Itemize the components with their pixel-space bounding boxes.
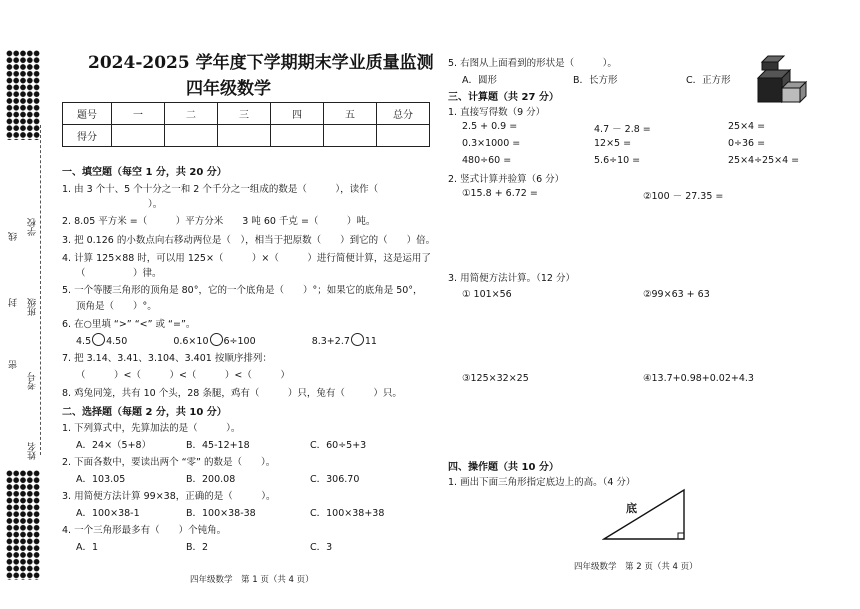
score-cell[interactable] <box>112 125 165 147</box>
calc-s1-title: 1. 直接写得数（9 分） <box>448 107 546 118</box>
fill-q3: 3. 把 0.126 的小数点向右移动两位是（ ），相当于把原数（ ）到它的（ ）倍。 <box>62 235 436 246</box>
choice-q3: 3. 用简便方法计算 99×38，正确的是（ ）。 <box>62 491 276 502</box>
fill-q6-compare-row <box>76 333 377 347</box>
fill-q5-line1: 5. 一个等腰三角形的顶角是 80°，它的一个底角是（ ）°；如果它的底角是 50°， <box>62 285 423 296</box>
section-calc-title: 三、计算题（共 27 分） <box>448 92 559 103</box>
compare-left-1: 4.5 <box>76 336 92 347</box>
choice-q4: 4. 一个三角形最多有（ ）个钝角。 <box>62 525 227 536</box>
direct-r3-c1: 480÷60 = <box>462 155 512 166</box>
compare-right-3: 11 <box>364 336 377 347</box>
choice-q1-option-b: B．45-12+18 <box>186 440 250 451</box>
operation-q1: 1. 画出下面三角形指定底边上的高。（4 分） <box>448 477 636 488</box>
simplify-2: ②99×63 + 63 <box>643 289 710 300</box>
calc-s3-title: 3. 用简便方法计算。（12 分） <box>448 273 575 284</box>
fill-q6: 6. 在○里填 “>” “<” 或 “=”。 <box>62 319 196 330</box>
section-fill-in-title: 一、填空题（每空 1 分，共 20 分） <box>62 167 227 178</box>
score-cell[interactable] <box>165 125 218 147</box>
choice-q2: 2. 下面各数中，要读出两个 “零” 的数是（ ）。 <box>62 457 276 468</box>
compare-circle-1[interactable] <box>92 333 105 346</box>
choice-q3-option-a: A．100×38-1 <box>76 508 140 519</box>
score-header-cell: 一 <box>112 103 165 125</box>
choice-q5-option-c: C．正方形 <box>686 75 731 86</box>
page-2-footer: 四年级数学 第 2 页（共 4 页） <box>574 562 698 572</box>
compare-right-1: 4.50 <box>106 336 128 347</box>
exam-subtitle: 四年级数学 <box>186 79 271 99</box>
binding-dots-top <box>6 50 40 140</box>
compare-left-3: 8.3+2.7 <box>311 336 350 347</box>
compare-circle-3[interactable] <box>351 333 364 346</box>
score-table <box>62 102 430 147</box>
vertical-calc-2: ②100 － 27.35 = <box>643 191 724 202</box>
section-operation-title: 四、操作题（共 10 分） <box>448 462 559 473</box>
fill-q1-line2: ）。 <box>148 199 163 210</box>
choice-q4-option-a: A．1 <box>76 542 99 553</box>
choice-q1-option-c: C．60÷5+3 <box>310 440 367 451</box>
score-header-cell: 三 <box>218 103 271 125</box>
cube-stack-figure <box>756 50 808 108</box>
score-row-label: 得分 <box>63 125 112 147</box>
choice-q4-option-b: B．2 <box>186 542 209 553</box>
score-cell[interactable] <box>271 125 324 147</box>
choice-q1: 1. 下列算式中，先算加法的是（ ）。 <box>62 423 241 434</box>
direct-r2-c3: 0÷36 = <box>728 138 766 149</box>
choice-q5: 5. 右图从上面看到的形状是（ ）。 <box>448 58 617 69</box>
simplify-3: ③125×32×25 <box>462 373 529 384</box>
choice-q4-option-c: C．3 <box>310 542 333 553</box>
fill-q2: 2. 8.05 平方米 =（ ）平方分米 3 吨 60 千克 =（ ）吨。 <box>62 216 376 227</box>
score-header-cell: 题号 <box>63 103 112 125</box>
binding-label-name: 姓名 <box>28 442 38 460</box>
exam-title: 2024-2025 学年度下学期期末学业质量监测 <box>88 53 434 73</box>
choice-q5-option-b: B．长方形 <box>573 75 618 86</box>
fill-q7-line1: 7. 把 3.14、3.41、3.104、3.401 按顺序排列： <box>62 353 272 364</box>
score-table-header-row <box>63 103 430 125</box>
choice-q2-option-a: A．103.05 <box>76 474 126 485</box>
score-cell[interactable] <box>377 125 430 147</box>
binding-label-school: 学校 <box>28 218 38 236</box>
binding-label-exam-number: 考号 <box>28 372 38 390</box>
score-header-cell: 总分 <box>377 103 430 125</box>
binding-label-secret: 密 <box>9 360 19 369</box>
right-triangle-figure <box>602 486 688 542</box>
choice-q2-option-b: B．200.08 <box>186 474 236 485</box>
compare-right-2: 6÷100 <box>223 336 256 347</box>
vertical-calc-1: ①15.8 + 6.72 = <box>462 188 538 199</box>
compare-circle-2[interactable] <box>210 333 223 346</box>
fill-q4-line1: 4. 计算 125×88 时，可以用 125×（ ）×（ ）进行简便计算，这是运用了 <box>62 253 431 264</box>
fill-q7-line2: （ ）<（ ）<（ ）<（ ） <box>76 370 290 381</box>
fill-q5-line2: 顶角是（ ）°。 <box>76 301 157 312</box>
choice-q3-option-c: C．100×38+38 <box>310 508 385 519</box>
calc-s2-title: 2. 竖式计算并验算（6 分） <box>448 174 565 185</box>
binding-label-class: 班级 <box>28 298 38 316</box>
fill-q4-line2: （ ）律。 <box>76 268 162 279</box>
direct-r3-c2: 5.6÷10 = <box>594 155 641 166</box>
compare-left-2: 0.6×10 <box>173 336 209 347</box>
fill-q1-line1: 1. 由 3 个十、5 个十分之一和 2 个千分之一组成的数是（ ），读作（ <box>62 184 379 195</box>
choice-q3-option-b: B．100×38-38 <box>186 508 256 519</box>
choice-q5-option-a: A．圆形 <box>462 75 497 86</box>
direct-r1-c3: 25×4 = <box>728 121 766 132</box>
binding-label-seal: 封 <box>9 298 19 307</box>
simplify-4: ④13.7+0.98+0.02+4.3 <box>643 373 754 384</box>
fill-q8: 8. 鸡兔同笼，共有 10 个头，28 条腿，鸡有（ ）只，兔有（ ）只。 <box>62 388 402 399</box>
direct-r1-c2: 4.7 － 2.8 = <box>594 124 651 135</box>
direct-r1-c1: 2.5 + 0.9 = <box>462 121 518 132</box>
score-table-score-row <box>63 125 430 147</box>
section-choice-title: 二、选择题（每题 2 分，共 10 分） <box>62 407 227 418</box>
choice-q1-option-a: A．24×（5+8） <box>76 440 152 451</box>
score-header-cell: 四 <box>271 103 324 125</box>
simplify-1: ① 101×56 <box>462 289 512 300</box>
direct-r3-c3: 25×4÷25×4 = <box>728 155 800 166</box>
score-header-cell: 五 <box>324 103 377 125</box>
binding-label-line: 线 <box>9 232 19 241</box>
choice-q2-option-c: C．306.70 <box>310 474 360 485</box>
direct-r2-c1: 0.3×1000 = <box>462 138 521 149</box>
score-cell[interactable] <box>218 125 271 147</box>
triangle-base-label: 底 <box>626 502 637 515</box>
score-cell[interactable] <box>324 125 377 147</box>
page-1-footer: 四年级数学 第 1 页（共 4 页） <box>190 575 314 585</box>
direct-r2-c2: 12×5 = <box>594 138 632 149</box>
score-header-cell: 二 <box>165 103 218 125</box>
binding-line <box>40 125 41 455</box>
binding-dots-bottom <box>6 470 40 580</box>
